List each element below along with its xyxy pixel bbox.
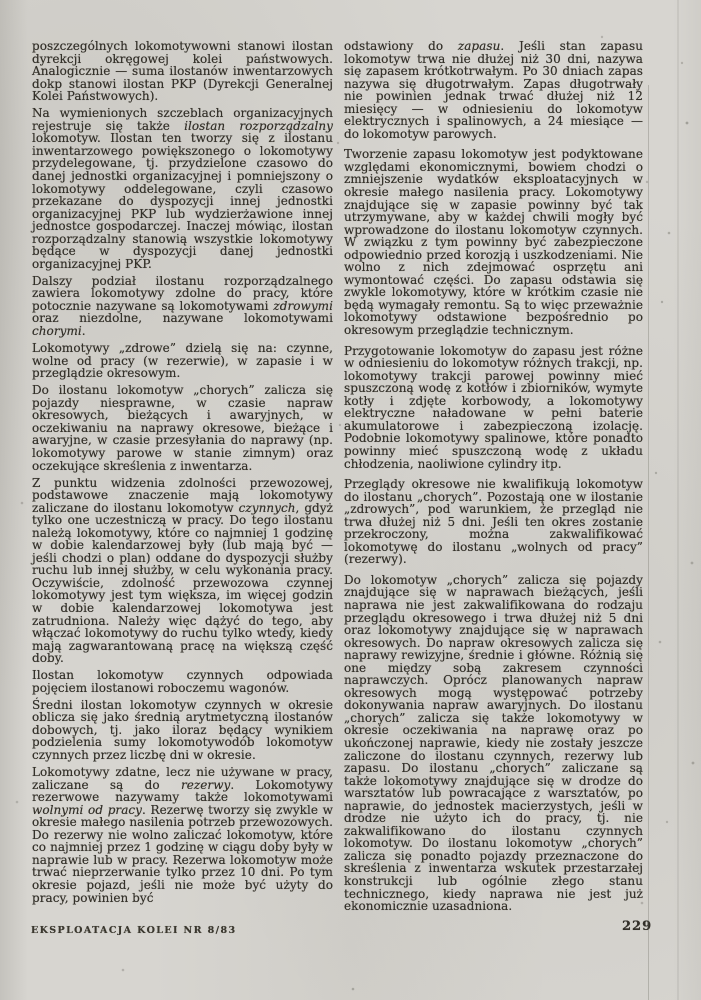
paragraph: Z punktu widzenia zdolności przewozowej, podstawowe znaczenie mają lokomotywy zaliczane do ilostanu lokomotyw czynnych, gdyż tylko one uczestniczą w pracy. Do tego ilostanu należą lokomotywy, które co najmniej 1 godzinę w dobie kalendarzowej były (lub mają być — jeśli chodzi o plan) oddane do dyspozycji służby ruchu lub innej służby, w celu wykonania pracy. Oczywiście, zdolność przewozowa czynnej lokomotywy jest tym większa, im więcej godzin w dobie kalendarzowej lokomotywa jest zatrudniona. Należy więc dążyć do tego, aby włączać lokomotywy do ruchu tylko wtedy, kiedy mają zagwarantowaną pracę na większą część doby. bbox=[32, 475, 333, 666]
paragraph: Do lokomotyw „chorych” zalicza się pojazdy znajdujące się w naprawach bieżących, jeśli naprawa nie jest zakwalifikowana do rodzaju przeglądu okresowego i trwa dłużej niż 5 dni oraz lokomotywy znajdujące się w naprawach okresowych. Do napraw okresowych zalicza się naprawy rewizyjne, średnie i główne. Różnią się one między sobą zakresem czynności naprawczych. Oprócz planowanych napraw okresowych mogą występować potrzeby dokonywania napraw awaryjnych. Do ilostanu „chorych” zalicza się także lokomotywy w okresie oczekiwania na naprawę oraz po ukończonej naprawie, kiedy nie zostały jeszcze zaliczone do ilostanu czynnych, rezerwy lub zapasu. Do ilostanu „chorych” zaliczane są także lokomotywy znajdujące się w drodze do warsztatów lub powracające z warsztatów, po naprawie, do jednostek macierzystych, jeśli w drodze nie użyto ich do pracy, tj. nie zakwalifikowano do ilostanu czynnych lokomotyw. Do ilostanu lokomotyw „chorych” zalicza się ponadto pojazdy przeznaczone do skreślenia z inwentarza wskutek przestarzałej konstrukcji lub ogólnie złego stanu technicznego, kiedy naprawa nie jest już ekonomicznie uzasadniona. bbox=[344, 572, 643, 914]
paragraph: Dalszy podział ilostanu rozporządzalnego zawiera lokomotywy zdolne do pracy, które potocznie nazywane są lokomotywami zdrowymi oraz niezdolne, nazywane lokomotywami chorymi. bbox=[32, 273, 333, 339]
paragraph: Przygotowanie lokomotyw do zapasu jest różne w odniesieniu do lokomotyw różnych trakcji, np. lokomotywy trakcji parowej powinny mieć spuszczoną wodę z kotłów i zbiorników, wymyte kotły i zdjęte korbowody, a lokomotywy elektryczne naładowane w pełni baterie akumulatorowe i zabezpieczoną izolację. Podobnie lokomotywy spalinowe, które ponadto powinny mieć spuszczoną wodę z układu chłodzenia, naoliwione cylindry itp. bbox=[344, 343, 643, 471]
paragraph: odstawiony do zapasu. Jeśli stan zapasu lokomotyw trwa nie dłużej niż 30 dni, nazywa się zapasem krótkotrwałym. Po 30 dniach zapas nazywa się długotrwałym. Zapas długotrwały nie powinien jednak trwać dłużej niż 12 miesięcy — w odniesieniu do lokomotyw elektrycznych i spalinowych, a 24 miesiące — do lokomotyw parowych. bbox=[344, 39, 643, 141]
paragraph: poszczególnych lokomotywowni stanowi ilostan dyrekcji okręgowej kolei państwowych. Analogicznie — suma ilostanów inwentarzowych dokp stanowi ilostan PKP (Dyrekcji Generalnej Kolei Państwowych). bbox=[32, 39, 333, 104]
page-number: 229 bbox=[622, 919, 653, 934]
text-column-right bbox=[344, 40, 643, 921]
paragraph: Do ilostanu lokomotyw „chorych” zalicza się pojazdy niesprawne, w czasie napraw okresowych, bieżących i awaryjnych, w oczekiwaniu na naprawy okresowe, bieżące i awaryjne, w czasie przesyłania do naprawy (np. lokomotywy parowe w stanie zimnym) oraz oczekujące skreślenia z inwentarza. bbox=[32, 383, 333, 473]
paragraph: Lokomotywy „zdrowe” dzielą się na: czynne, wolne od pracy (w rezerwie), w zapasie i w przeglądzie okresowym. bbox=[32, 341, 333, 381]
scan-noise-speckles bbox=[0, 0, 2, 2]
scan-artifact-line bbox=[648, 85, 649, 1000]
paragraph: Na wymienionych szczeblach organizacyjnych rejestruje się także ilostan rozporządzalny lokomotyw. Ilostan ten tworzy się z ilostanu inwentarzowego powiększonego o lokomotywy przydelegowane, tj. przydzielone czasowo do danej jednostki organizacyjnej i pomniejszony o lokomotywy oddelegowane, czyli czasowo przekazane do dyspozycji innej jednostki organizacyjnej PKP lub wydzierżawione innej jednostce gospodarczej. Inaczej mówiąc, ilostan rozporządzalny stanowią wszystkie lokomotywy będące w dyspozycji danej jednostki organizacyjnej PKP. bbox=[32, 106, 333, 271]
paragraph: Przeglądy okresowe nie kwalifikują lokomotyw do ilostanu „chorych”. Pozostają one w ilostanie „zdrowych”, pod warunkiem, że przegląd nie trwa dłużej niż 5 dni. Jeśli ten okres zostanie przekroczony, można zakwalifikować lokomotywę do ilostanu „wolnych od pracy” (rezerwy). bbox=[344, 477, 643, 567]
paragraph: Średni ilostan lokomotyw czynnych w okresie oblicza się jako średnią arytmetyczną ilostanów dobowych, tj. jako iloraz będący wynikiem podzielenia sumy lokomotywodób lokomotyw czynnych przez liczbę dni w okresie. bbox=[32, 697, 333, 763]
journal-footer: EKSPLOATACJA KOLEI NR 8/83 bbox=[31, 925, 237, 936]
text-column-left bbox=[32, 40, 333, 909]
paragraph: Lokomotywy zdatne, lecz nie używane w pracy, zaliczane są do rezerwy. Lokomotywy rezerwowe nazywamy także lokomotywami wolnymi od pracy. Rezerwę tworzy się zwykle w okresie małego nasilenia potrzeb przewozowych. Do rezerwy nie wolno zaliczać lokomotyw, które co najmniej przez 1 godzinę w ciągu doby były w naprawie lub w pracy. Rezerwa lokomotyw może trwać nieprzerwanie tylko przez 10 dni. Po tym okresie pojazd, jeśli nie może być użyty do pracy, powinien być bbox=[32, 765, 333, 905]
paragraph: Tworzenie zapasu lokomotyw jest podyktowane względami ekonomicznymi, bowiem chodzi o zmniejszenie wydatków eksploatacyjnych w okresie małego nasilenia pracy. Lokomotywy znajdujące się w zapasie powinny być tak utrzymywane, aby w każdej chwili mogły być wprowadzone do ilostanu lokomotyw czynnych. W związku z tym powinny być zabezpieczone odpowiednio przed korozją i uszkodzeniami. Nie wolno z nich zdejmować osprzętu ani wymontować części. Do zapasu odstawia się zwykle lokomotywy, które w krótkim czasie nie będą wymagały remontu. Są to więc przeważnie lokomotywy odstawione bezpośrednio po okresowym przeglądzie technicznym. bbox=[344, 147, 643, 338]
scan-artifact-line bbox=[677, 0, 679, 1000]
paragraph: Ilostan lokomotyw czynnych odpowiada pojęciem ilostanowi roboczemu wagonów. bbox=[32, 668, 333, 695]
